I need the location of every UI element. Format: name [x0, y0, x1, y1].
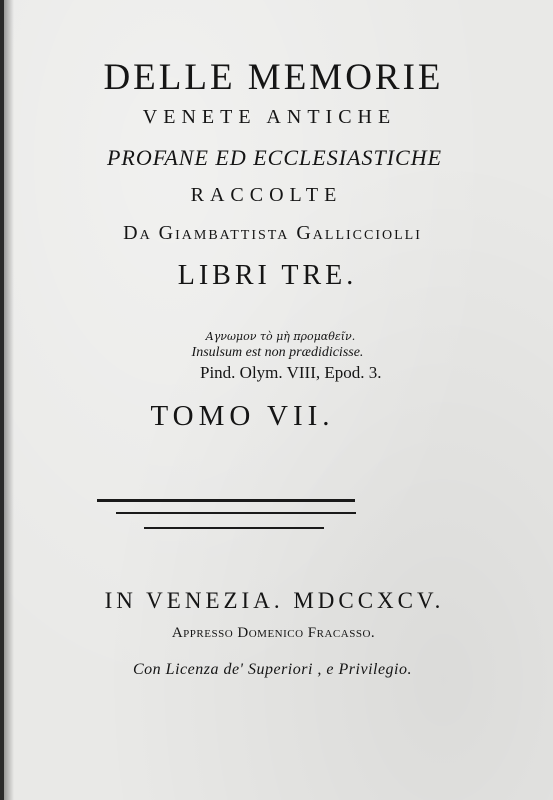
ornamental-rule-top	[97, 499, 355, 502]
ornamental-rule-middle	[116, 512, 356, 514]
license-line: Con Licenza de' Superiori , e Privilegio.	[133, 661, 412, 678]
epigraph-greek: Αγνωμον τὸ μὴ προμαθεῖν.	[205, 330, 356, 343]
title-line-4: RACCOLTE	[190, 184, 343, 206]
ornamental-rule-bottom	[144, 527, 324, 529]
title-page	[4, 0, 553, 800]
author-line: Da Giambattista Gallicciolli	[123, 222, 422, 244]
volume-number: TOMO VII.	[150, 400, 335, 432]
title-line-2: VENETE ANTICHE	[142, 106, 397, 128]
title-line-3: PROFANE ED ECCLESIASTICHE	[106, 145, 443, 170]
epigraph-source: Pind. Olym. VIII, Epod. 3.	[200, 363, 382, 382]
imprint-place-date: IN VENEZIA. MDCCXCV.	[104, 588, 445, 613]
books-line: LIBRI TRE.	[177, 260, 358, 291]
imprint-publisher: Appresso Domenico Fracasso.	[171, 625, 376, 641]
epigraph-latin: Insulsum est non prædidicisse.	[191, 345, 364, 360]
title-line-1: DELLE MEMORIE	[103, 57, 444, 98]
